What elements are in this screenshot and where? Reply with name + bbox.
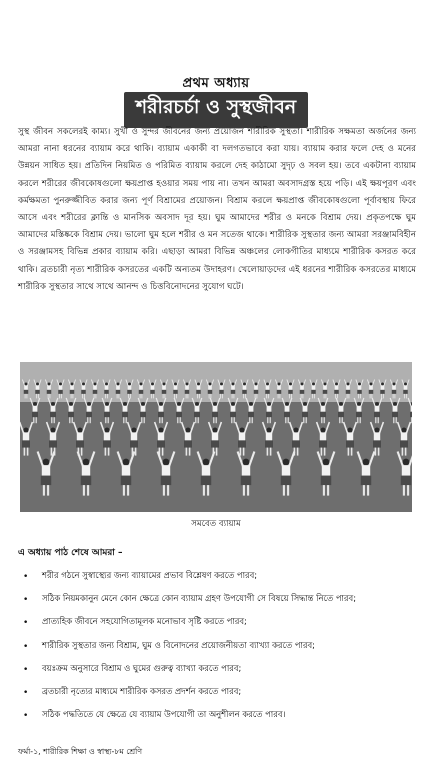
objectives-list bbox=[18, 568, 418, 730]
objective-text: শরীর গঠনে সুস্বাস্থ্যের জন্য ব্যায়ামের প্রভাব বিশ্লেষণ করতে পারব; bbox=[42, 570, 258, 580]
photo-caption: সমবেত ব্যায়াম bbox=[191, 519, 241, 529]
objective-text: প্রাত্যহিক জীবনে সহযোগিতামূলক মনোভাব সৃষ্টি করতে পারব; bbox=[42, 616, 247, 627]
chapter-heading: প্রথম অধ্যায় bbox=[182, 76, 250, 91]
objective-item bbox=[18, 661, 418, 684]
bullet-icon: • bbox=[23, 572, 29, 582]
bullet-icon: • bbox=[23, 687, 29, 698]
objective-item bbox=[18, 707, 418, 730]
bullet-icon: • bbox=[23, 664, 29, 675]
objective-text: বয়ঃক্রম অনুসারে বিশ্রাম ও ঘুমের গুরুত্ব ব্যাখ্যা করতে পারব; bbox=[42, 662, 242, 673]
bullet-icon: • bbox=[23, 711, 29, 722]
objectives-title: এ অধ্যায় পাঠ শেষে আমরা – bbox=[18, 548, 123, 558]
objective-text: সঠিক পদ্ধতিতে যে ক্ষেত্রে যে ব্যায়াম উপযোগী তা অনুশীলন করতে পারব। bbox=[42, 709, 286, 720]
crowd-illustration bbox=[20, 362, 412, 512]
bullet-icon: • bbox=[23, 618, 29, 629]
objective-text: সঠিক নিয়মকানুন মেনে কোন ক্ষেত্রে কোন ব্যায়াম গ্রহণ উপযোগী সে বিষয়ে সিদ্ধান্ত নিতে পারব; bbox=[42, 593, 357, 604]
bullet-icon: • bbox=[23, 641, 29, 652]
group-exercise-photo bbox=[20, 362, 412, 512]
intro-paragraph: সুস্থ জীবন সকলেরই কাম্য। সুখী ও সুন্দর জীবনের জন্য প্রয়োজন শারীরিক সুস্থতা। শারীরিক সক্ষমতা অর্জনের জন্য আমরা নানা ধরনের ব্যায়াম করে থাকি। ব্যায়াম একাকী বা দলগতভাবে করা যায়। ব্যায়াম করার ফলে দেহ ও মনের উন্নয়ন সাধিত হয়। প্রতিদিন নিয়মিত ও পরিমিত ব্যায়াম করলে দেহ কাঠামো সুদৃঢ় ও সবল হয়। তবে একটানা ব্যায়াম করলে শরীরের জীবকোষগুলো ক্ষয়প্রাপ্ত হওয়ার সময় পায় না। তখন আমরা অবসাদগ্রস্ত হয়ে পড়ি। এই ক্ষয়পূরণ এবং কর্মক্ষমতা পুনরুজ্জীবিত করার জন্য পূর্ণ বিশ্রামের প্রয়োজন। বিশ্রাম করলে ক্ষয়প্রাপ্ত জীবকোষগুলো পূর্বাবস্থায় ফিরে আসে এবং শরীরের ক্লান্তি ও মানসিক অবসাদ দূর হয়। ঘুম আমাদের শরীর ও মনকে বিশ্রাম দেয়। প্রকৃতপক্ষে ঘুম আমাদের মস্তিষ্ককে বিশ্রাম দেয়। ভালো ঘুম হলে শরীর ও মন সতেজ থাকে। শারীরিক সুস্থতার জন্য আমরা সরঞ্জামবিহীন ও সরঞ্জামসহ বিভিন্ন প্রকার ব্যায়াম করি। এছাড়া আমরা বিভিন্ন অঞ্চলের লোকগীতির মাধ্যমে শারীরিক কসরত করে থাকি। ব্রতচারী নৃত্য শারীরিক কসরতের একটি অন্যতম উদাহরণ। খেলোয়াড়দের এই ধরনের শারীরিক কসরতের মাধ্যমে শারীরিক সুস্থতার সাথে সাথে আনন্দ ও চিত্তবিনোদনের সুযোগ ঘটে। bbox=[18, 127, 416, 292]
chapter-title-text: শরীরচর্চা ও সুস্থজীবন bbox=[124, 92, 308, 128]
objective-item bbox=[18, 684, 418, 707]
objective-text: ব্রতচারী নৃত্যের মাধ্যমে শারীরিক কসরত প্রদর্শন করতে পারব; bbox=[42, 685, 242, 696]
objective-item bbox=[18, 614, 418, 637]
objective-item bbox=[18, 591, 418, 614]
bullet-icon: • bbox=[23, 595, 29, 606]
objective-text: শারীরিক সুস্থতার জন্য বিশ্রাম, ঘুম ও বিনোদনের প্রয়োজনীয়তা ব্যাখ্যা করতে পারব; bbox=[42, 639, 315, 650]
objective-item bbox=[18, 638, 418, 661]
page-footer: ফর্মা-১, শারীরিক শিক্ষা ও স্বাস্থ্য-৮ম শ্রেণি bbox=[18, 747, 142, 756]
objective-item bbox=[18, 568, 418, 591]
chapter-title bbox=[0, 92, 432, 128]
